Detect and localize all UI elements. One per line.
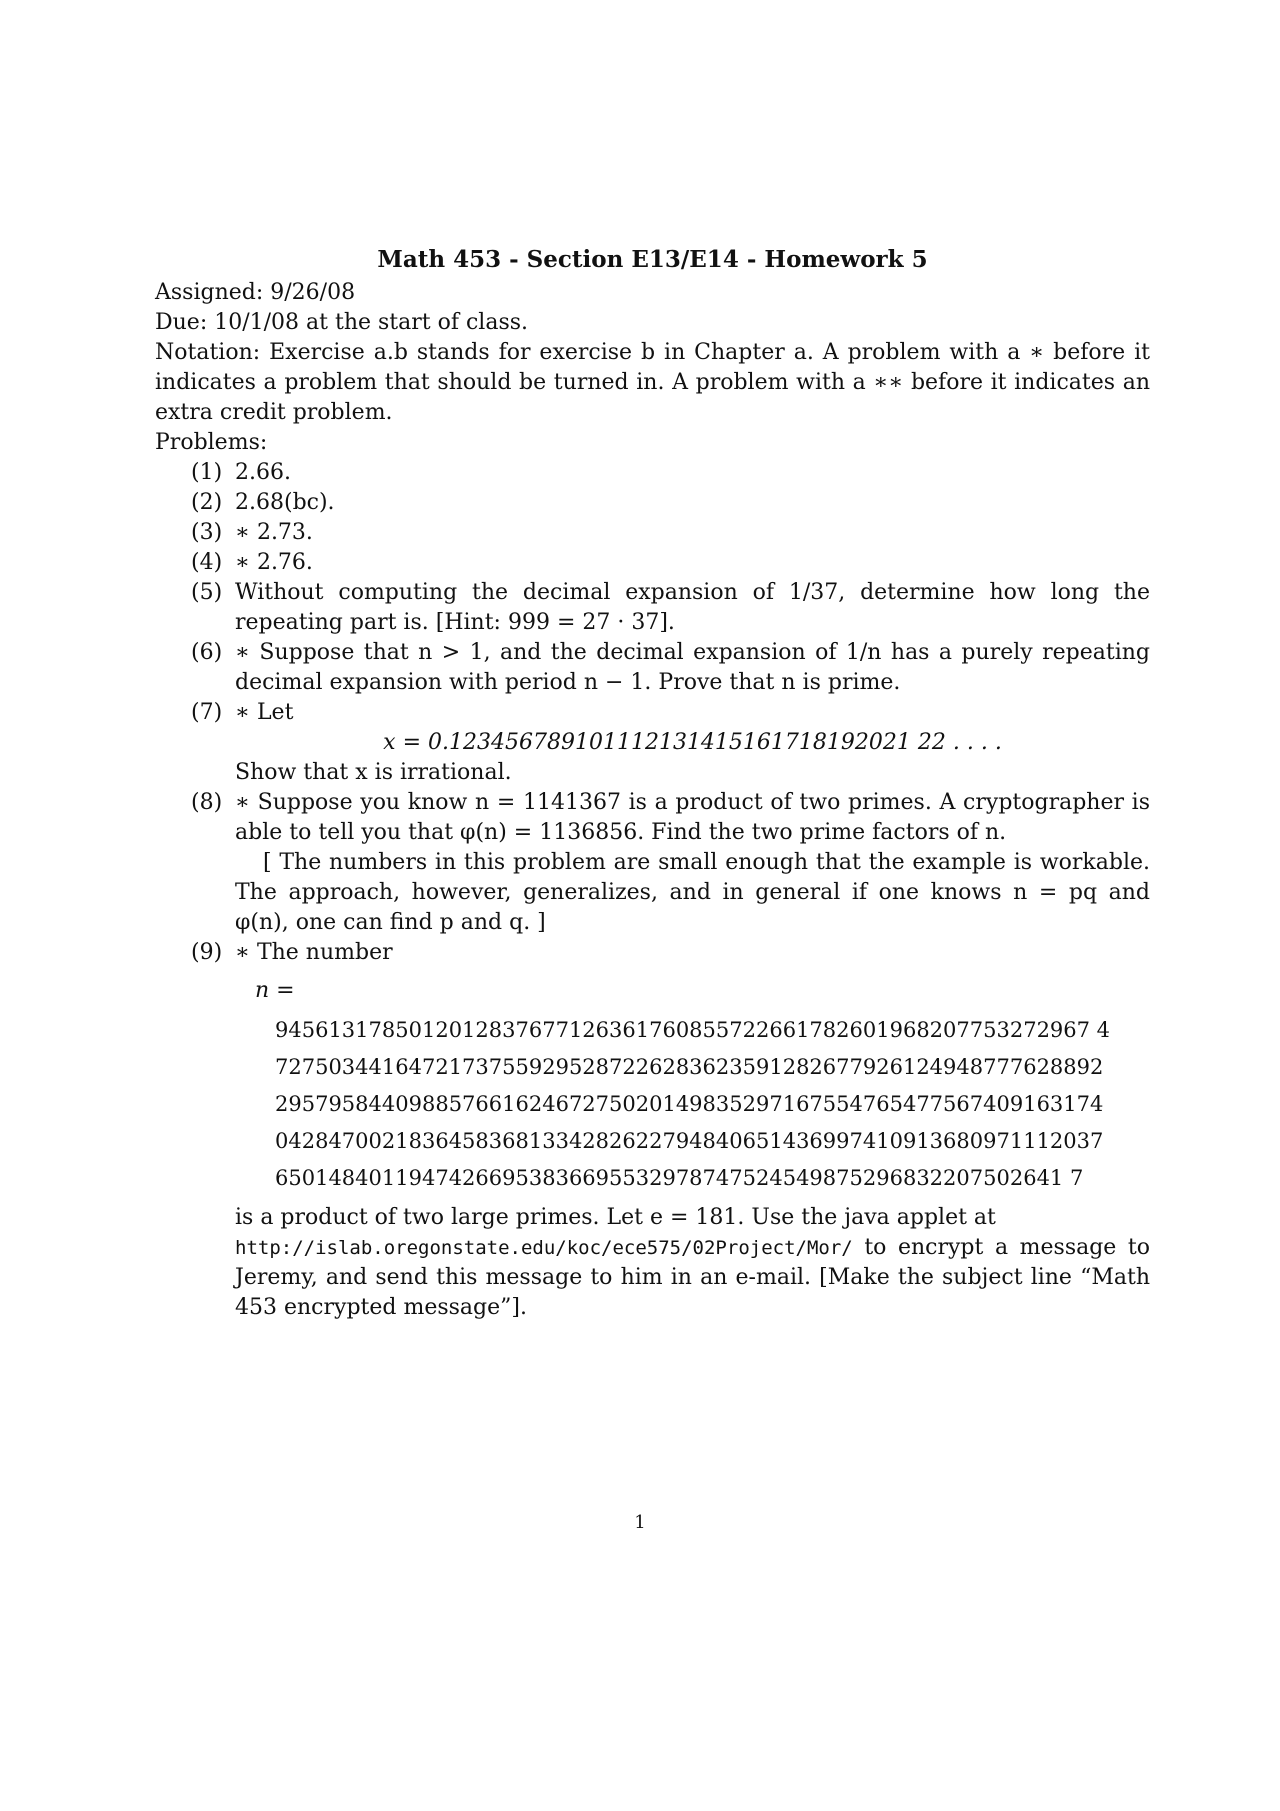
- problem-item: [155, 488, 1150, 518]
- problem-text: 2.66.: [235, 460, 291, 485]
- large-number: [275, 1012, 1150, 1197]
- problem-number: (2): [191, 490, 223, 515]
- problem-number: (7): [191, 700, 223, 725]
- problem-item: [155, 638, 1150, 698]
- problems-heading: Problems:: [155, 430, 268, 455]
- problem-number: (3): [191, 520, 223, 545]
- page-number: 1: [634, 1512, 646, 1533]
- due-date: Due: 10/1/08 at the start of class.: [155, 310, 529, 335]
- digit-row: 04284700218364583681334282622794840651436997410913680971112037: [275, 1129, 1104, 1153]
- problem-number: (1): [191, 460, 223, 485]
- homework-page: [155, 245, 1150, 1323]
- problem-text: ∗ The number: [235, 940, 393, 965]
- problem-followup: Show that x is irrational.: [235, 760, 512, 785]
- problem-item: [155, 458, 1150, 488]
- applet-url-link[interactable]: http://islab.oregonstate.edu/koc/ece575/02Project/Mor/: [235, 1237, 853, 1259]
- problem-note: [ The numbers in this problem are small enough that the example is workable. The approach, however, generalizes, and in general if one knows n = pq and φ(n), one can find p and q. ]: [235, 850, 1150, 935]
- problem-item: [155, 788, 1150, 938]
- digit-row: 65014840119474266953836695532978747524549875296832207502641 7: [275, 1166, 1084, 1190]
- digit-row: 72750344164721737559295287226283623591282677926124948777628892: [275, 1055, 1104, 1079]
- problem-number: (8): [191, 790, 223, 815]
- problem-number: (6): [191, 640, 223, 665]
- problem-text: ∗ Suppose you know n = 1141367 is a product of two primes. A cryptographer is able to tell you that φ(n) = 1136856. Find the two prime factors of n.: [235, 790, 1150, 845]
- problem-number: (4): [191, 550, 223, 575]
- digit-row: 9456131785012012837677126361760855722661782601968207753272967 4: [275, 1018, 1111, 1042]
- followup-text-continued: to encrypt a message to Jeremy, and send this message to him in an e-mail. [Make the subject line “Math 453 encrypted message”].: [235, 1235, 1150, 1320]
- problem-item: [155, 578, 1150, 638]
- problem-item: [155, 698, 1150, 788]
- problem-number: (9): [191, 940, 223, 965]
- digit-row: 29579584409885766162467275020149835297167554765477567409163174: [275, 1092, 1104, 1116]
- problem-item: [155, 938, 1150, 1323]
- notation-paragraph: Notation: Exercise a.b stands for exercise b in Chapter a. A problem with a ∗ before it indicates a problem that should be turned in. A problem with a ∗∗ before it indicates an extra credit problem.: [155, 340, 1150, 425]
- problems-list: [155, 458, 1150, 1323]
- followup-text: is a product of two large primes. Let e = 181. Use the java applet at: [235, 1205, 996, 1230]
- problem-text: ∗ 2.76.: [235, 550, 313, 575]
- n-label: n =: [255, 978, 295, 1003]
- assigned-date: Assigned: 9/26/08: [155, 280, 356, 305]
- problem-followup: [235, 1203, 1150, 1323]
- problem-equation: x = 0.123456789101112131415161718192021 22 . . . .: [383, 730, 1002, 755]
- problem-text: ∗ Suppose that n > 1, and the decimal expansion of 1/n has a purely repeating decimal expansion with period n − 1. Prove that n is prime.: [235, 640, 1150, 695]
- problem-text: ∗ Let: [235, 700, 294, 725]
- problem-text: ∗ 2.73.: [235, 520, 313, 545]
- problem-item: [155, 548, 1150, 578]
- problem-number: (5): [191, 580, 223, 605]
- problem-text: 2.68(bc).: [235, 490, 335, 515]
- document-title: Math 453 - Section E13/E14 - Homework 5: [377, 246, 928, 273]
- problem-text: Without computing the decimal expansion of 1/37, determine how long the repeating part is. [Hint: 999 = 27 · 37].: [235, 580, 1150, 635]
- problem-item: [155, 518, 1150, 548]
